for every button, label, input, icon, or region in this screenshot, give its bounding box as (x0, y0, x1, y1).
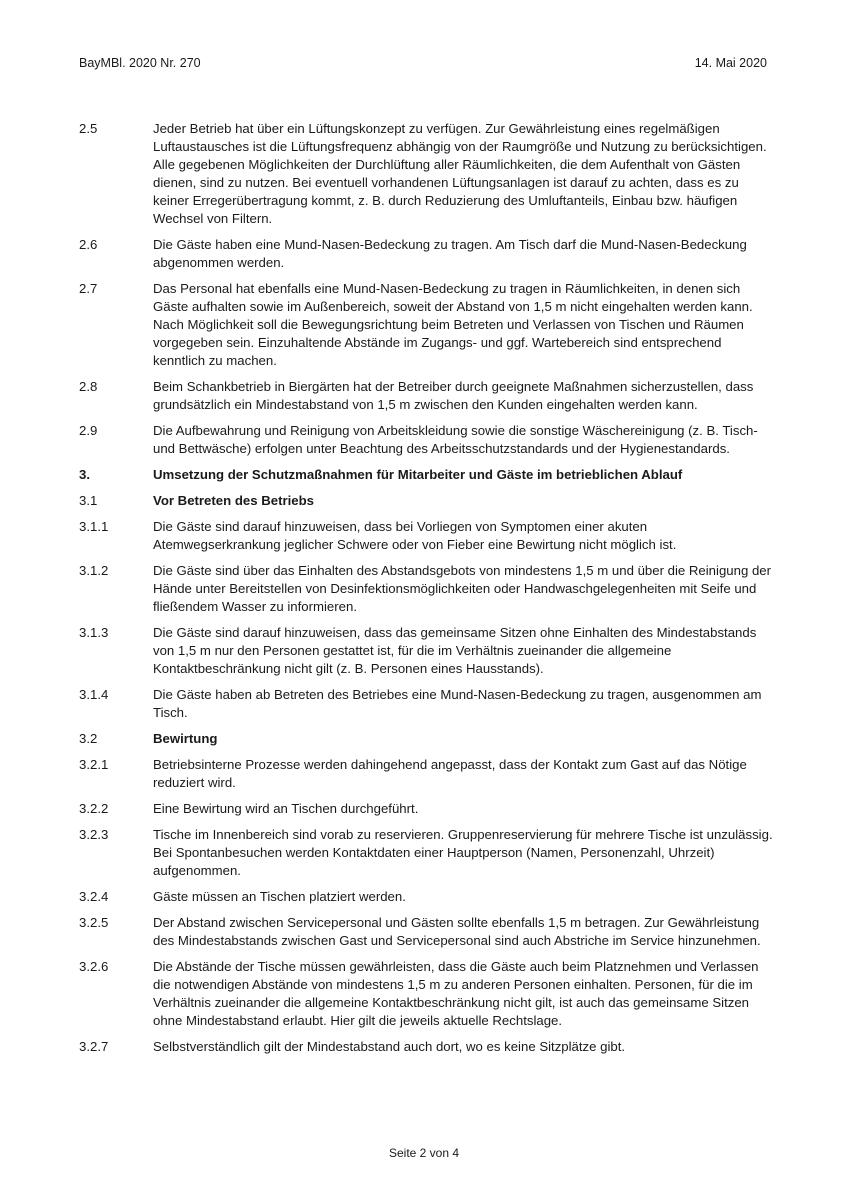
paragraph-text: Die Gäste haben ab Betreten des Betriebes eine Mund-Nasen-Bedeckung zu tragen, ausgenommen am Tisch. (153, 687, 762, 720)
paragraph-text: Die Gäste sind darauf hinzuweisen, dass bei Vorliegen von Symptomen einer akuten Atemwegserkrankung jeglicher Schwere oder von Fieber eine Bewirtung nicht möglich ist. (153, 519, 677, 552)
paragraph-text: Die Aufbewahrung und Reinigung von Arbeitskleidung sowie die sonstige Wäschereinigung (z. B. Tisch- und Bettwäsche) erfolgen unter Beachtung des Arbeitsschutzstandards und der Hygienestandards. (153, 423, 758, 456)
section-heading (79, 492, 779, 510)
paragraph-number: 2.8 (79, 379, 98, 394)
numbered-paragraph (79, 914, 779, 950)
paragraph-number: 2.6 (79, 237, 98, 252)
header-publication: BayMBl. 2020 Nr. 270 (79, 56, 201, 70)
numbered-paragraph (79, 422, 779, 458)
paragraph-number: 3.2.5 (79, 915, 109, 930)
numbered-paragraph (79, 378, 779, 414)
paragraph-text: Bewirtung (153, 731, 218, 746)
paragraph-number: 3.1.4 (79, 687, 109, 702)
paragraph-text: Die Gäste sind darauf hinzuweisen, dass das gemeinsame Sitzen ohne Einhalten des Mindestabstands von 1,5 m nur den Personen gestattet ist, für die im Verhältnis zueinander die allgemeine Kontaktbeschränkung nicht gilt (z. B. Personen eines Hausstands). (153, 625, 757, 676)
paragraph-number: 2.9 (79, 423, 98, 438)
page-header (79, 55, 767, 71)
paragraph-text: Die Abstände der Tische müssen gewährleisten, dass die Gäste auch beim Platznehmen und Verlassen die notwendigen Abstände von mindestens 1,5 m zu anderen Personen einhalten. Personen, für die im Verhältnis zueinander die allgemeine Kontaktbeschränkung nicht gilt, ist auch das gemeinsame Sitzen ohne Mindestabstand erlaubt. Hier gilt die jeweils aktuelle Rechtslage. (153, 959, 759, 1028)
paragraph-number: 3. (79, 467, 90, 482)
paragraph-text: Vor Betreten des Betriebs (153, 493, 314, 508)
paragraph-text: Jeder Betrieb hat über ein Lüftungskonzept zu verfügen. Zur Gewährleistung eines regelmäßigen Luftaustausches ist die Lüftungsfrequenz abhängig von der Raumgröße und Nutzung zu berücksichtigen. Alle gegebenen Möglichkeiten der Durchlüftung aller Räumlichkeiten, die dem Aufenthalt von Gästen dienen, sind zu nutzen. Bei eventuell vorhandenen Lüftungsanlagen ist darauf zu achten, dass es zu keiner Erregerübertragung kommt, z. B. durch Reduzierung des Umluftanteils, Einbau bzw. häufigen Wechsel von Filtern. (153, 121, 767, 226)
paragraph-text: Die Gäste sind über das Einhalten des Abstandsgebots von mindestens 1,5 m und über die Reinigung der Hände unter Bereitstellen von Desinfektionsmöglichkeiten oder Handwaschgelegenheiten mit Seife und fließendem Wasser zu informieren. (153, 563, 772, 614)
paragraph-number: 3.1.3 (79, 625, 109, 640)
numbered-paragraph (79, 756, 779, 792)
numbered-paragraph (79, 686, 779, 722)
section-heading (79, 730, 779, 748)
numbered-paragraph (79, 624, 779, 678)
numbered-paragraph (79, 888, 779, 906)
paragraph-text: Umsetzung der Schutzmaßnahmen für Mitarbeiter und Gäste im betrieblichen Ablauf (153, 467, 683, 482)
paragraph-number: 3.1.2 (79, 563, 109, 578)
paragraph-text: Die Gäste haben eine Mund-Nasen-Bedeckung zu tragen. Am Tisch darf die Mund-Nasen-Bedeckung abgenommen werden. (153, 237, 747, 270)
numbered-paragraph (79, 562, 779, 616)
paragraph-text: Gäste müssen an Tischen platziert werden. (153, 889, 406, 904)
paragraph-text: Tische im Innenbereich sind vorab zu reservieren. Gruppenreservierung für mehrere Tische ist unzulässig. Bei Spontanbesuchen werden Kontaktdaten einer Hauptperson (Namen, Personenzahl, Uhrzeit) aufgenommen. (153, 827, 773, 878)
paragraph-number: 3.1.1 (79, 519, 109, 534)
paragraph-text: Der Abstand zwischen Servicepersonal und Gästen sollte ebenfalls 1,5 m betragen. Zur Gewährleistung des Mindestabstands zwischen Gast und Servicepersonal sind auch Abstriche im Service hinzunehmen. (153, 915, 761, 948)
paragraph-number: 2.7 (79, 281, 98, 296)
paragraph-number: 3.1 (79, 493, 98, 508)
numbered-paragraph (79, 826, 779, 880)
numbered-paragraph (79, 280, 779, 370)
header-date: 14. Mai 2020 (694, 56, 767, 70)
paragraph-number: 3.2.2 (79, 801, 109, 816)
numbered-paragraph (79, 800, 779, 818)
numbered-paragraph (79, 236, 779, 272)
paragraph-number: 3.2 (79, 731, 98, 746)
paragraph-number: 3.2.7 (79, 1039, 109, 1054)
numbered-paragraph (79, 518, 779, 554)
numbered-paragraph (79, 120, 779, 228)
paragraph-text: Betriebsinterne Prozesse werden dahingehend angepasst, dass der Kontakt zum Gast auf das Nötige reduziert wird. (153, 757, 747, 790)
paragraph-number: 3.2.3 (79, 827, 109, 842)
paragraph-text: Das Personal hat ebenfalls eine Mund-Nasen-Bedeckung zu tragen in Räumlichkeiten, in denen sich Gäste aufhalten sowie im Außenbereich, soweit der Abstand von 1,5 m nicht eingehalten werden kann. Nach Möglichkeit soll die Bewegungsrichtung beim Betreten und Verlassen von Tischen und Räumen vorgegeben sein. Einzuhaltende Abstände im Zugangs- und ggf. Wartebereich sind entsprechend kenntlich zu machen. (153, 281, 753, 368)
paragraph-text: Eine Bewirtung wird an Tischen durchgeführt. (153, 801, 419, 816)
paragraph-text: Beim Schankbetrieb in Biergärten hat der Betreiber durch geeignete Maßnahmen sicherzustellen, dass grundsätzlich ein Mindestabstand von 1,5 m zwischen den Kunden eingehalten werden kann. (153, 379, 754, 412)
document-body (79, 120, 779, 1064)
page-footer: Seite 2 von 4 (388, 1146, 460, 1160)
numbered-paragraph (79, 1038, 779, 1056)
paragraph-number: 3.2.4 (79, 889, 109, 904)
paragraph-number: 3.2.1 (79, 757, 109, 772)
section-heading (79, 466, 779, 484)
paragraph-text: Selbstverständlich gilt der Mindestabstand auch dort, wo es keine Sitzplätze gibt. (153, 1039, 626, 1054)
paragraph-number: 2.5 (79, 121, 98, 136)
numbered-paragraph (79, 958, 779, 1030)
paragraph-number: 3.2.6 (79, 959, 109, 974)
